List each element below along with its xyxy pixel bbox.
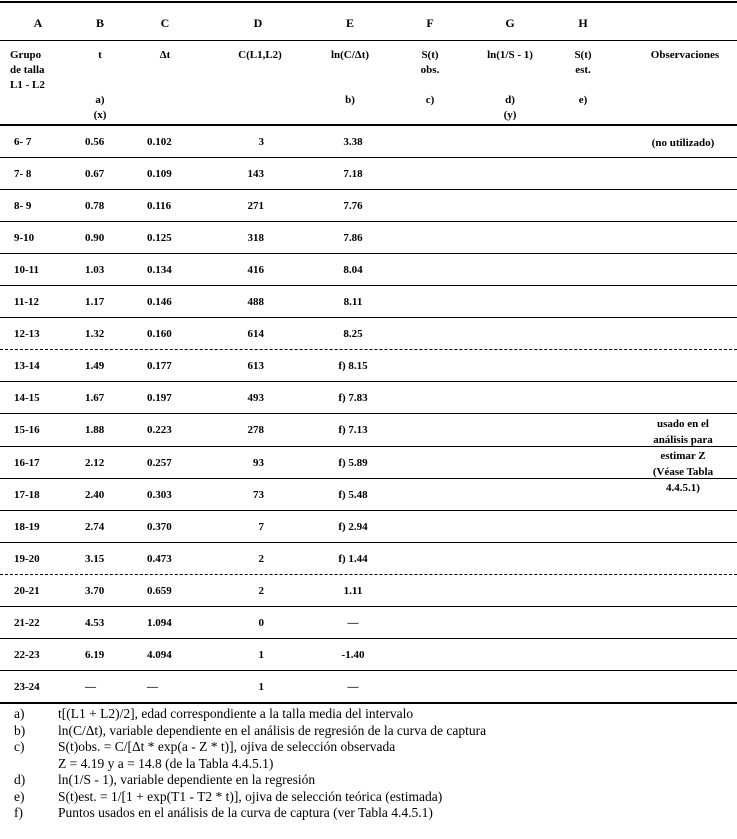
col-letter-a: A — [33, 16, 43, 30]
cell-dt: 0.125 — [147, 232, 172, 245]
cell-group: 6- 7 — [14, 136, 32, 148]
observation-used — [618, 416, 737, 496]
cell-dt: 0.223 — [147, 424, 172, 437]
cell-t: 0.90 — [85, 232, 105, 245]
header-line: est. — [575, 64, 591, 76]
cell-ln: f) 7.13 — [338, 424, 368, 437]
header-line: (x) — [93, 109, 107, 121]
cell-dt: 4.094 — [147, 648, 172, 661]
footnote — [14, 789, 734, 806]
header-line: t — [98, 49, 102, 61]
header-line — [305, 78, 395, 93]
header-g — [470, 48, 550, 123]
footnote — [14, 739, 734, 756]
table-row — [0, 350, 737, 382]
footnote-text: S(t)obs. = C/[Δt * exp(a - Z * t)], ojiva de selección observada — [58, 739, 396, 754]
table-row — [0, 575, 737, 607]
cell-ln: 8.25 — [343, 328, 363, 341]
cell-group: 12-13 — [14, 328, 40, 341]
letters-rule — [0, 40, 737, 41]
cell-dt: 0.303 — [147, 488, 172, 501]
cell-c: 271 — [247, 200, 264, 213]
header-c — [145, 48, 185, 63]
cell-t: 1.03 — [85, 264, 105, 277]
col-letter-h: H — [578, 16, 588, 30]
header-line: ln(1/S - 1) — [487, 49, 533, 61]
footnote-key: a) — [14, 706, 25, 721]
cell-group: 14-15 — [14, 392, 40, 405]
header-line: Observaciones — [650, 49, 720, 61]
cell-group: 17-18 — [14, 488, 40, 501]
footnote-key: d) — [14, 772, 26, 787]
col-letter-f: F — [426, 16, 434, 30]
cell-ln: f) 5.48 — [338, 488, 368, 501]
table-row — [0, 318, 737, 350]
row-rule — [0, 702, 737, 704]
footnotes — [14, 706, 734, 822]
cell-ln: f) 7.83 — [338, 392, 368, 405]
header-line: ln(C/Δt) — [330, 49, 370, 61]
header-line: S(t) — [574, 49, 592, 61]
header-line — [470, 78, 550, 93]
cell-group: 15-16 — [14, 424, 40, 437]
cell-t: 0.56 — [85, 136, 105, 148]
cell-c: 3 — [258, 136, 264, 148]
cell-t: 6.19 — [85, 648, 105, 661]
observation-line: (Véase Tabla — [652, 466, 714, 478]
table-row — [0, 254, 737, 286]
header-f — [410, 48, 450, 108]
header-line: S(t) — [421, 49, 439, 61]
observation-line: 4.4.5.1) — [666, 482, 700, 494]
footnote-key — [14, 756, 58, 773]
cell-c: 2 — [258, 584, 264, 597]
header-line: Grupo — [10, 49, 42, 61]
cell-dt: 0.659 — [147, 584, 172, 597]
header-line — [80, 63, 120, 78]
table-row — [0, 671, 737, 703]
cell-dt: 0.109 — [147, 168, 172, 181]
header-line — [80, 78, 120, 93]
cell-c: 73 — [253, 488, 264, 501]
cell-ln: f) 2.94 — [338, 520, 368, 533]
observation-line: estimar Z — [660, 450, 706, 462]
header-obs — [630, 48, 737, 63]
cell-c: 2 — [258, 552, 264, 565]
cell-t: 1.88 — [85, 424, 105, 437]
cell-ln: 8.11 — [343, 296, 363, 309]
cell-ln: 7.76 — [343, 200, 363, 213]
footnote — [14, 756, 734, 773]
cell-ln: -1.40 — [341, 648, 365, 661]
header-line: d) — [505, 94, 515, 106]
table-row — [0, 511, 737, 543]
cell-t: — — [85, 680, 96, 693]
cell-group: 9-10 — [14, 232, 35, 245]
cell-dt: 0.177 — [147, 360, 172, 373]
cell-c: 614 — [247, 328, 264, 341]
observation-unused: (no utilizado) — [651, 137, 715, 149]
cell-t: 3.15 — [85, 552, 105, 565]
cell-c: 318 — [247, 232, 264, 245]
table-top-rule — [0, 1, 737, 3]
footnote-text: ln(C/Δt), variable dependiente en el análisis de regresión de la curva de captura — [58, 722, 487, 738]
cell-t: 3.70 — [85, 584, 105, 597]
footnote-text: Z = 4.19 y a = 14.8 (de la Tabla 4.4.5.1) — [58, 755, 274, 771]
cell-c: 0 — [258, 616, 264, 629]
header-line: b) — [345, 94, 355, 106]
footnote-key: b) — [14, 722, 26, 738]
cell-t: 1.67 — [85, 392, 105, 405]
footnote-text: S(t)est. = 1/[1 + exp(T1 - T2 * t)], ojiva de selección teórica (estimada) — [58, 788, 443, 804]
cell-ln: — — [347, 616, 359, 629]
footnote — [14, 723, 734, 740]
observation-line: usado en el — [657, 418, 709, 430]
cell-c: 1 — [258, 648, 264, 661]
footnote-text: ln(1/S - 1), variable dependiente en la regresión — [58, 772, 316, 787]
cell-ln: 7.18 — [343, 168, 363, 181]
header-h — [563, 48, 603, 108]
table-row — [0, 639, 737, 671]
cell-group: 11-12 — [14, 296, 40, 309]
cell-group: 23-24 — [14, 680, 40, 693]
cell-group: 18-19 — [14, 520, 40, 533]
cell-group: 20-21 — [14, 584, 40, 597]
cell-dt: 0.116 — [147, 200, 172, 213]
cell-group: 16-17 — [14, 456, 40, 469]
col-letter-c: C — [160, 16, 170, 30]
cell-ln: f) 1.44 — [338, 552, 368, 565]
cell-ln: 8.04 — [343, 264, 363, 277]
table-row — [0, 286, 737, 318]
footnote-text: t[(L1 + L2)/2], edad correspondiente a la talla media del intervalo — [58, 706, 414, 721]
cell-c: 143 — [247, 168, 264, 181]
cell-c: 416 — [247, 264, 264, 277]
cell-group: 21-22 — [14, 616, 40, 629]
cell-t: 1.49 — [85, 360, 105, 373]
footnote-key: c) — [14, 739, 25, 754]
col-letter-d: D — [253, 16, 263, 30]
header-line: a) — [95, 94, 105, 106]
observation-line: análisis para — [653, 434, 713, 446]
cell-t: 2.12 — [85, 456, 105, 469]
cell-c: 7 — [258, 520, 264, 533]
table-row — [0, 222, 737, 254]
table-row — [0, 543, 737, 575]
cell-t: 2.40 — [85, 488, 105, 501]
cell-dt: 0.473 — [147, 552, 172, 565]
cell-group: 8- 9 — [14, 200, 32, 213]
cell-t: 1.32 — [85, 328, 105, 341]
cell-group: 13-14 — [14, 360, 40, 373]
header-line: (y) — [503, 109, 517, 121]
cell-t: 0.78 — [85, 200, 105, 213]
header-line — [563, 78, 603, 93]
cell-group: 10-11 — [14, 264, 40, 277]
cell-ln: f) 5.89 — [338, 456, 368, 469]
cell-dt: 0.102 — [147, 136, 172, 148]
header-line — [470, 63, 550, 78]
cell-dt: — — [147, 680, 158, 693]
cell-c: 613 — [247, 360, 264, 373]
cell-ln: 3.38 — [343, 136, 363, 148]
header-line: e) — [578, 94, 588, 106]
footnote-key: e) — [14, 788, 25, 804]
cell-c: 278 — [247, 424, 264, 437]
header-line — [305, 63, 395, 78]
cell-ln: — — [347, 680, 359, 693]
cell-dt: 0.370 — [147, 520, 172, 533]
col-letter-g: G — [505, 16, 515, 30]
header-d — [215, 48, 305, 63]
header-line — [410, 78, 450, 93]
cell-t: 0.67 — [85, 168, 105, 181]
footnote — [14, 805, 734, 822]
cell-group: 7- 8 — [14, 168, 32, 181]
cell-t: 1.17 — [85, 296, 105, 309]
header-line: C(L1,L2) — [238, 49, 282, 61]
table-row — [0, 382, 737, 414]
footnote-key: f) — [14, 805, 23, 820]
header-line: de talla — [10, 64, 45, 76]
cell-c: 93 — [253, 456, 264, 469]
cell-ln: f) 8.15 — [338, 360, 368, 373]
footnote — [14, 706, 734, 723]
cell-group: 19-20 — [14, 552, 40, 565]
header-e — [305, 48, 395, 108]
cell-dt: 0.197 — [147, 392, 172, 405]
cell-group: 22-23 — [14, 648, 40, 661]
header-line: obs. — [420, 64, 440, 76]
table-row — [0, 158, 737, 190]
cell-dt: 0.134 — [147, 264, 172, 277]
header-line: Δt — [159, 49, 171, 61]
table-row — [0, 607, 737, 639]
cell-t: 2.74 — [85, 520, 105, 533]
cell-c: 1 — [258, 680, 264, 693]
cell-dt: 1.094 — [147, 616, 172, 629]
cell-ln: 1.11 — [343, 584, 363, 597]
cell-dt: 0.146 — [147, 296, 172, 309]
cell-dt: 0.257 — [147, 456, 172, 469]
cell-dt: 0.160 — [147, 328, 172, 341]
header-line: L1 - L2 — [10, 79, 45, 91]
footnote-text: Puntos usados en el análisis de la curva de captura (ver Tabla 4.4.5.1) — [58, 805, 433, 820]
header-a — [10, 48, 70, 93]
cell-c: 493 — [247, 392, 264, 405]
cell-ln: 7.86 — [343, 232, 363, 245]
col-letter-e: E — [345, 16, 354, 30]
col-letter-b: B — [95, 16, 104, 30]
header-line: c) — [425, 94, 435, 106]
cell-t: 4.53 — [85, 616, 105, 629]
table-row — [0, 190, 737, 222]
cell-c: 488 — [247, 296, 264, 309]
header-b — [80, 48, 120, 123]
footnote — [14, 772, 734, 789]
